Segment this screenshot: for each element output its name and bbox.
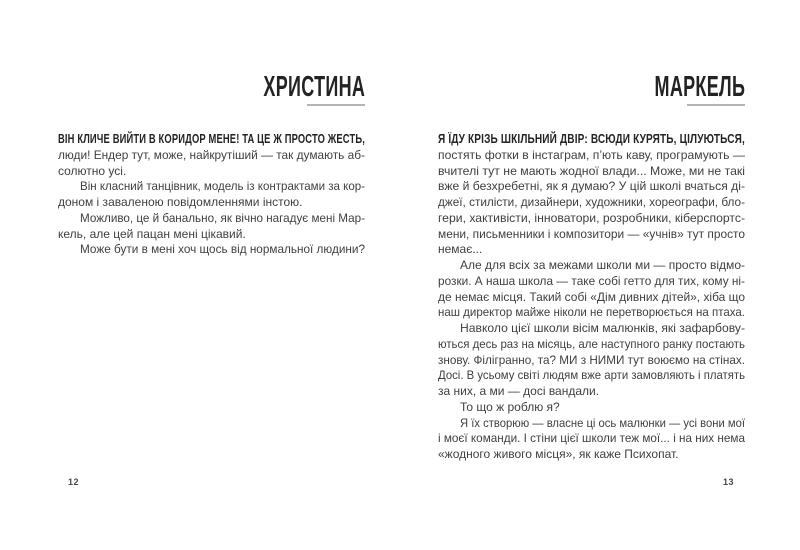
- text-line: [438, 321, 745, 337]
- page-left: [58, 71, 365, 258]
- paragraph: [58, 211, 365, 243]
- text-line: [438, 258, 745, 274]
- paragraph: [438, 321, 745, 400]
- page-body-right: [438, 132, 745, 463]
- text-line: [58, 179, 365, 195]
- chapter-heading-right: [438, 71, 745, 103]
- paragraph: [58, 132, 365, 179]
- text-line-content: кель, але цей пацан мені цікавий.: [58, 226, 246, 241]
- chapter-heading-right-text: МАРКЕЛЬ: [654, 71, 745, 103]
- text-line-content: за них, а ми — досі вандали.: [438, 384, 600, 398]
- paragraph: [438, 258, 745, 321]
- text-line-content: де немає місця. Такий собі «Дім дивних дітей», хіба що: [438, 289, 745, 304]
- text-line-content: солютно усі.: [58, 163, 127, 178]
- text-line: [438, 337, 745, 353]
- text-line-content: Я ЇДУ КРІЗЬ ШКІЛЬНИЙ ДВІР: ВСЮДИ КУРЯТЬ, ЦІЛУЮТЬСЯ,: [438, 132, 745, 146]
- text-line: [438, 353, 745, 369]
- heading-underline-left: [307, 104, 365, 106]
- text-line-content: «жодного живого місця», як каже Психопат.: [438, 447, 679, 461]
- chapter-heading-left-text: ХРИСТИНА: [263, 71, 365, 103]
- paragraph: [58, 179, 365, 211]
- text-line: [438, 148, 745, 164]
- text-line-content: Він класний танцівник, модель із контрактами за кор-: [80, 179, 365, 194]
- paragraph: [438, 400, 745, 416]
- paragraph: [438, 416, 745, 463]
- text-line-content: наш директор майже ніколи не перетворюється на птаха.: [438, 305, 745, 320]
- text-line: [438, 195, 745, 211]
- text-line-content: джеї, стилісти, дизайнери, художники, хореографи, бло-: [438, 195, 745, 209]
- text-line: [438, 211, 745, 227]
- text-line-content: ВІН КЛИЧЕ ВИЙТИ В КОРИДОР МЕНЕ! ТА ЦЕ Ж ПРОСТО ЖЕСТЬ,: [58, 132, 365, 146]
- text-line-content: Але для всіх за межами школи ми — просто відмо-: [460, 258, 745, 272]
- text-line: [58, 211, 365, 227]
- text-line: [438, 227, 745, 243]
- text-line: [438, 179, 745, 195]
- chapter-heading-left: [58, 71, 365, 103]
- text-line: [438, 447, 745, 463]
- text-line: [438, 274, 745, 290]
- text-line: [438, 431, 745, 447]
- text-line: [58, 164, 365, 180]
- text-line-content: Я їх створюю — власне ці ось малюнки — усі вони мої: [460, 415, 745, 430]
- text-line-content: ються десь раз на місяць, але наступного ранку постають: [438, 336, 745, 351]
- text-line-content: і моєї команди. І стіни цієї школи теж мої... і на них нема: [438, 431, 745, 446]
- paragraph-lead-line: [438, 132, 745, 148]
- text-line-content: розки. А наша школа — таке собі гетто для тих, кому ні-: [438, 273, 745, 288]
- text-line-content: Може бути в мені хоч щось від нормальної людини?: [80, 242, 365, 257]
- text-line-content: знову. Філігранно, та? МИ з НИМИ тут воюємо на стінах.: [438, 352, 745, 367]
- page-body-left: [58, 132, 365, 258]
- text-line: [438, 384, 745, 400]
- text-line-content: вже й безхребетні, як я думаю? У цій школі вчаться ді-: [438, 179, 745, 194]
- text-line: [438, 416, 745, 432]
- page-number-right: 13: [723, 477, 735, 487]
- text-line: [438, 305, 745, 321]
- text-line: [438, 368, 745, 384]
- text-line: [58, 242, 365, 258]
- text-line-content: Можливо, це й банально, як вічно нагадує мені Мар-: [80, 210, 365, 225]
- text-line-content: Навколо цієї школи вісім малюнків, які зафарбову-: [460, 321, 745, 335]
- text-line: [438, 164, 745, 180]
- text-line: [438, 242, 745, 258]
- paragraph: [58, 242, 365, 258]
- text-line-content: Досі. В усьому світі людям вже арти замовляють і платять: [438, 368, 745, 383]
- text-line: [438, 400, 745, 416]
- paragraph: [438, 132, 745, 258]
- text-line-content: мени, письменники і композитори — «учнів» тут просто: [438, 226, 745, 241]
- text-line-content: вчителі тут не мають жодної влади... Може, ми не такі: [438, 163, 745, 178]
- text-line-content: гери, хактивісти, інноватори, розробники, кіберспортс-: [438, 210, 745, 225]
- text-line: [438, 290, 745, 306]
- text-line: [58, 227, 365, 243]
- text-line-content: немає...: [438, 242, 483, 257]
- text-line-content: То що ж роблю я?: [460, 399, 560, 414]
- text-line-content: постять фотки в інстаграм, п’ють каву, програмують —: [438, 147, 745, 162]
- heading-underline-right: [687, 104, 745, 106]
- page-right: [438, 71, 745, 463]
- text-line-content: люди! Ендер тут, може, найкрутіший — так думають аб-: [58, 147, 365, 162]
- text-line-content: доном і заваленою повідомленнями інстою.: [58, 195, 303, 209]
- text-line: [58, 195, 365, 211]
- paragraph-lead-line: [58, 132, 365, 148]
- text-line: [58, 148, 365, 164]
- page-number-left: 12: [68, 477, 80, 487]
